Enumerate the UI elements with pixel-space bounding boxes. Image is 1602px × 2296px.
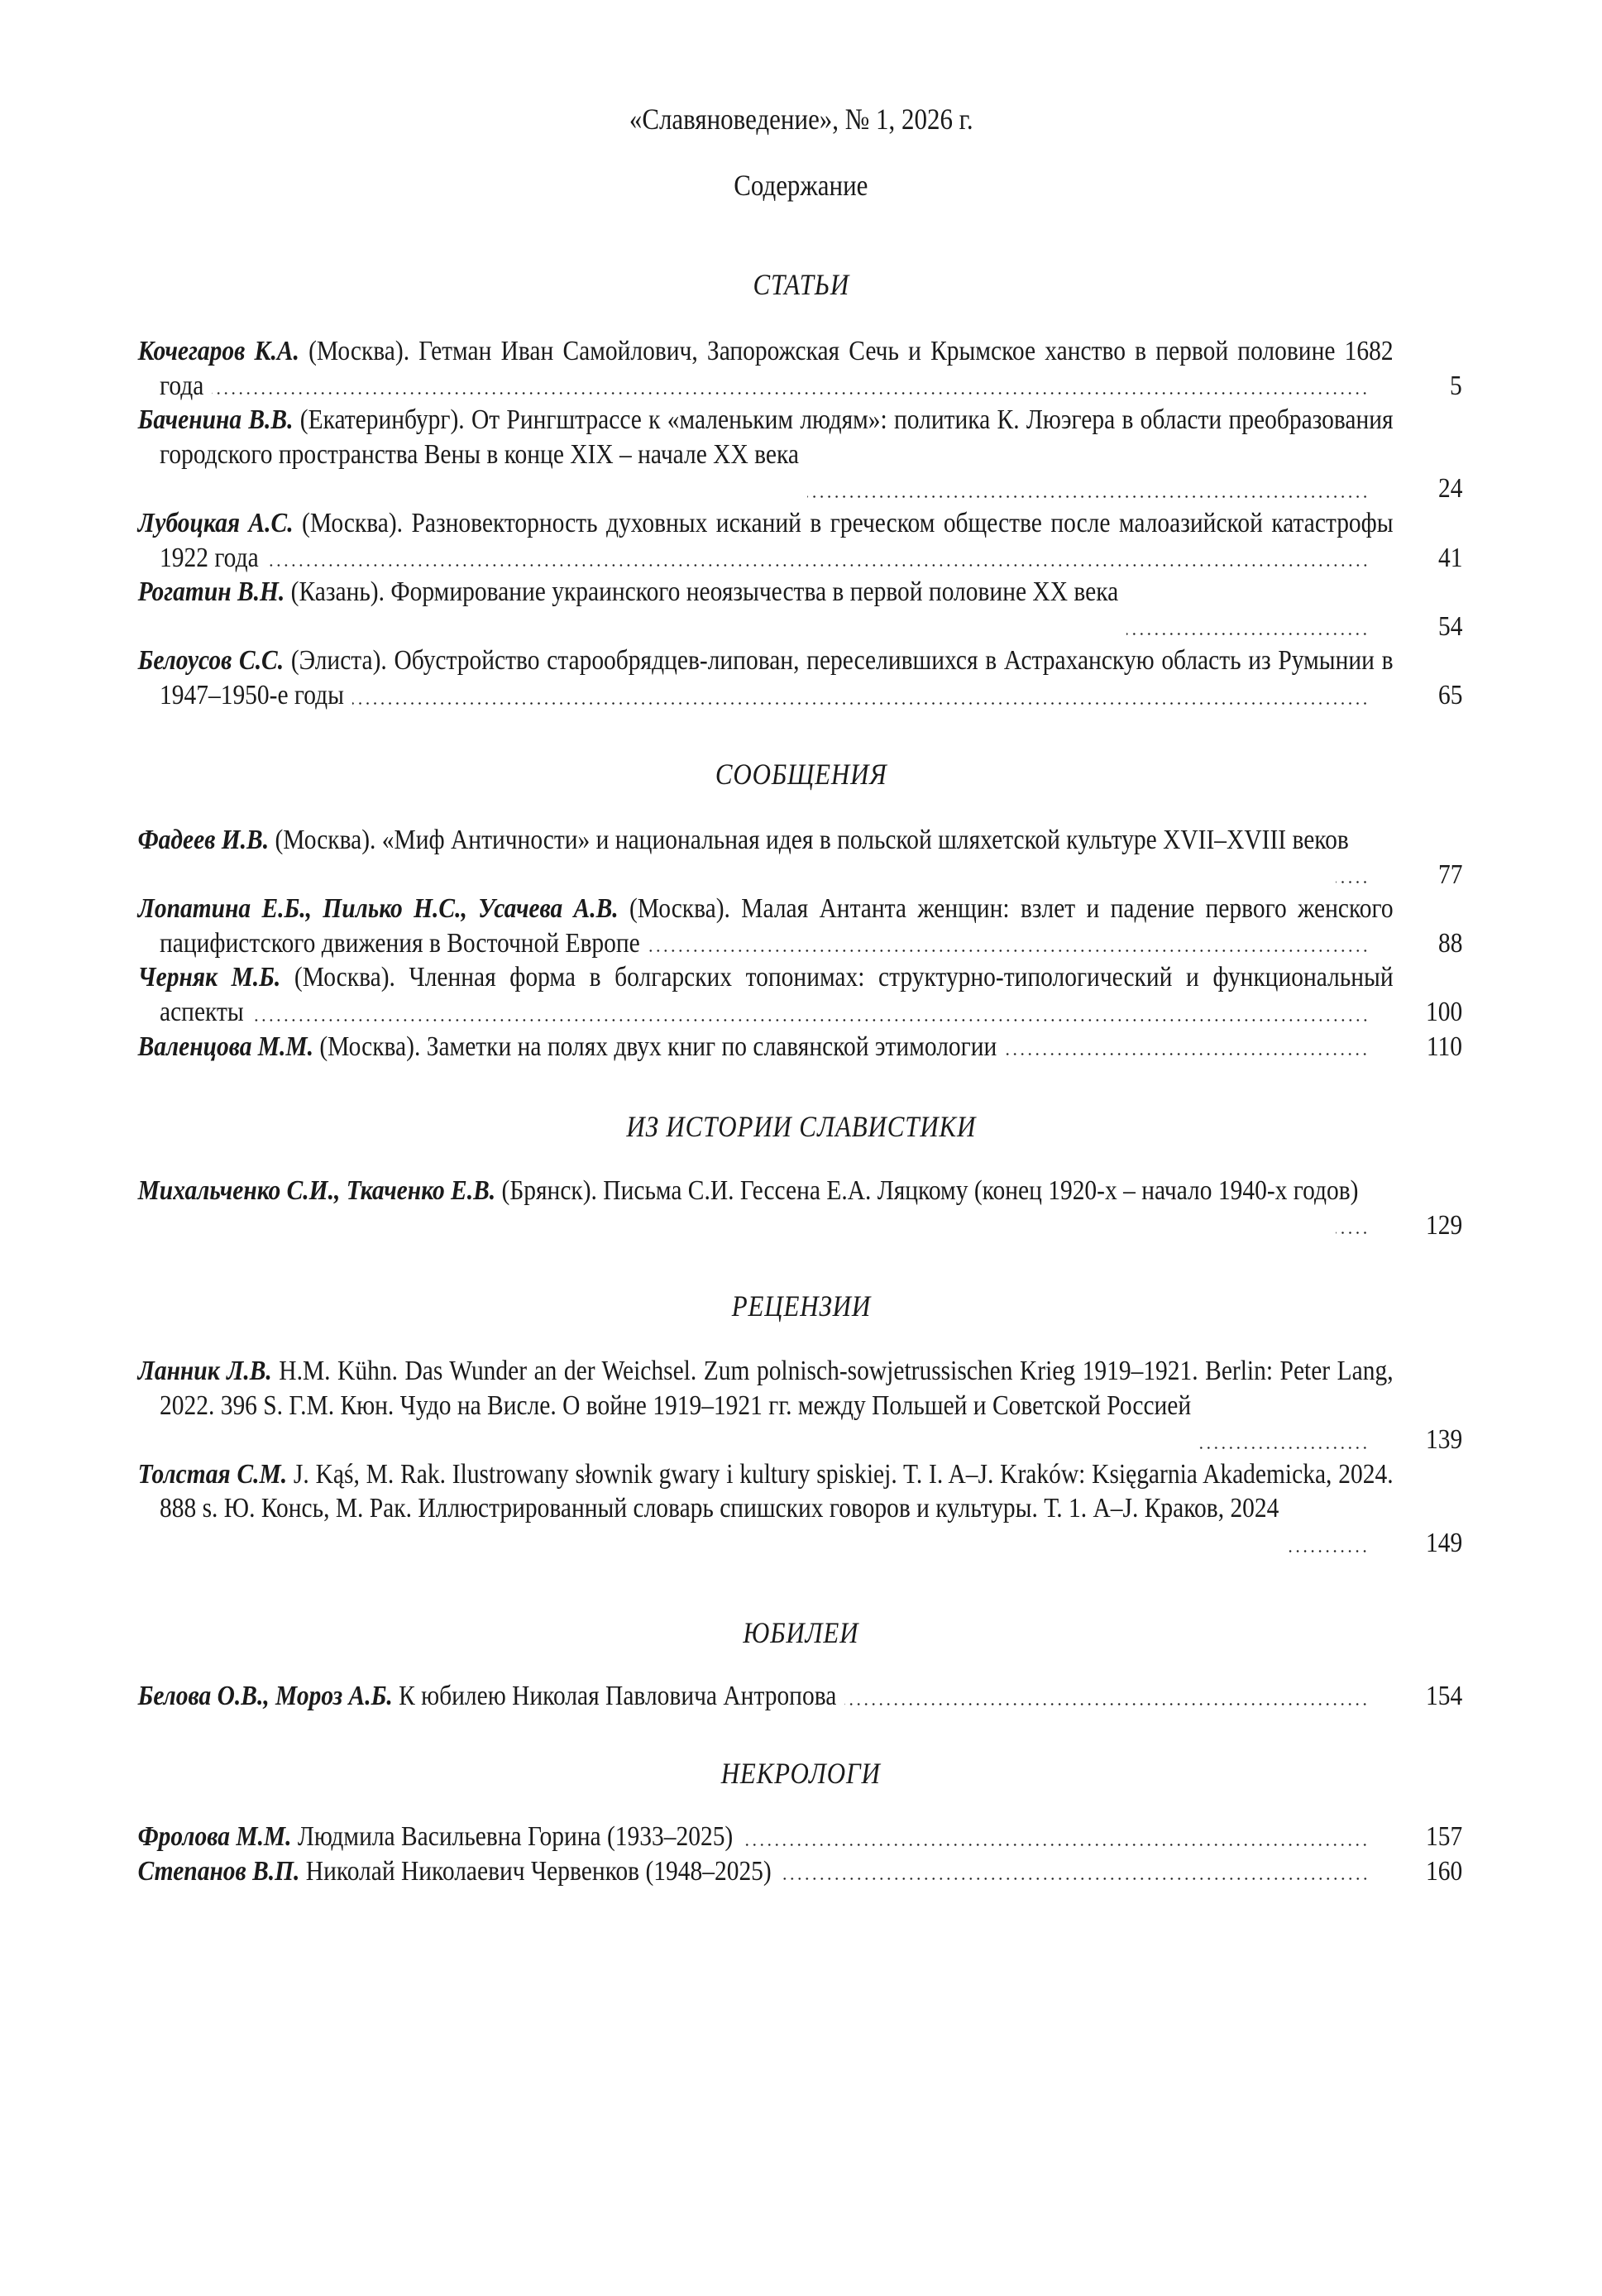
- dot-leader: [1126, 633, 1369, 635]
- entry-author: Белова О.В., Мороз А.Б.: [137, 1681, 393, 1711]
- entry-author: Фадеев И.В.: [137, 825, 270, 855]
- entry-page: 41: [1437, 542, 1462, 573]
- dot-leader: [844, 1703, 1369, 1705]
- entry-title: Николай Николаевич Червенков (1948–2025): [299, 1855, 772, 1887]
- entry-author: Фролова М.М.: [137, 1821, 292, 1852]
- section-heading-anniversaries: [0, 1614, 1602, 1651]
- entry-page: 139: [1425, 1424, 1462, 1456]
- entry-page: 88: [1437, 927, 1462, 959]
- toc-entry[interactable]: [135, 506, 1462, 575]
- entry-title: (Брянск). Письма С.И. Гессена Е.А. Ляцкому (конец 1920-х – начало 1940-х годов): [495, 1175, 1359, 1206]
- entry-page: 100: [1425, 996, 1462, 1027]
- entry-author: Лубоцкая А.С.: [137, 507, 294, 538]
- contents-title-text: Содержание: [734, 169, 868, 202]
- dot-leader: [807, 495, 1369, 498]
- section-anniversaries: [135, 1679, 1462, 1714]
- entry-author: Михальченко С.И., Ткаченко Е.В.: [137, 1175, 496, 1206]
- entry-title: (Москва). Разновекторность духовных исканий в греческом обществе после малоазийской катастрофы 1922 года: [160, 507, 1394, 573]
- journal-title-text: «Славяноведение», № 1, 2026 г.: [629, 103, 973, 136]
- toc-entry[interactable]: [135, 643, 1462, 712]
- dot-leader: [1336, 881, 1369, 883]
- entry-page: 110: [1426, 1031, 1462, 1062]
- entry-text: [135, 1174, 1394, 1242]
- toc-entry[interactable]: [135, 1354, 1462, 1457]
- toc-entry[interactable]: [135, 892, 1462, 960]
- section-heading-text: СТАТЬИ: [753, 268, 849, 301]
- entry-text: [135, 1854, 1394, 1889]
- section-heading-history: [0, 1108, 1602, 1145]
- entry-title: К юбилею Николая Павловича Антропова: [392, 1681, 837, 1711]
- entry-author: Черняк М.Б.: [137, 962, 281, 993]
- entry-page: 77: [1437, 859, 1462, 890]
- dot-leader: [252, 1019, 1369, 1021]
- section-heading-articles: [0, 266, 1602, 303]
- section-articles: [135, 334, 1462, 713]
- entry-author: Ланник Л.В.: [137, 1356, 272, 1386]
- section-heading-text: НЕКРОЛОГИ: [721, 1757, 881, 1790]
- section-reviews: [135, 1354, 1462, 1561]
- entry-author: Рогатин В.Н.: [137, 576, 285, 608]
- dot-leader: [1287, 1550, 1369, 1552]
- entry-author: Лопатина Е.Б., Пилько Н.С., Усачева А.В.: [137, 893, 619, 925]
- entry-title: H.M. Kühn. Das Wunder an der Weichsel. Zum polnisch-sowjetrussischen Krieg 1919–1921. Berlin: Peter Lang, 2022. 396 S. Г.М. Кюн. Чудо на Висле. О войне 1919–1921 гг. между Польшей и Советской Россией: [160, 1356, 1394, 1421]
- entry-title: (Москва). Заметки на полях двух книг по славянской этимологии: [313, 1031, 997, 1062]
- section-reports: [135, 823, 1462, 1064]
- toc-entry[interactable]: [135, 1820, 1462, 1854]
- entry-title: Людмила Васильевна Горина (1933–2025): [291, 1821, 734, 1852]
- toc-entry[interactable]: [135, 1457, 1462, 1561]
- entry-title: (Москва). Гетман Иван Самойлович, Запорожская Сечь и Крымское ханство в первой половине 1682 года: [160, 336, 1394, 401]
- entry-page: 160: [1425, 1855, 1462, 1887]
- entry-title: (Москва). Малая Антанта женщин: взлет и падение первого женского пацифистского движения в Восточной Европе: [160, 893, 1394, 959]
- entry-page: 149: [1425, 1528, 1462, 1558]
- toc-entry[interactable]: [135, 1030, 1462, 1064]
- entry-author: Толстая С.М.: [137, 1458, 288, 1490]
- section-heading-reports: [0, 756, 1602, 792]
- entry-text: [135, 1679, 1394, 1714]
- entry-text: [135, 1820, 1394, 1854]
- entry-page: 157: [1425, 1821, 1462, 1852]
- entry-title: (Казань). Формирование украинского неоязычества в первой половине XX века: [285, 576, 1119, 608]
- entry-page: 54: [1437, 610, 1462, 642]
- dot-leader: [267, 564, 1369, 567]
- toc-entry[interactable]: [135, 575, 1462, 643]
- entry-page: 65: [1437, 679, 1462, 710]
- dot-leader: [352, 702, 1369, 705]
- toc-entry[interactable]: [135, 823, 1462, 892]
- entry-text: [135, 1354, 1394, 1457]
- section-heading-text: РЕЦЕНЗИИ: [731, 1289, 871, 1323]
- entry-text: [135, 1457, 1394, 1561]
- dot-leader: [212, 392, 1369, 395]
- section-heading-reviews: [0, 1288, 1602, 1324]
- entry-text: [135, 403, 1394, 506]
- entry-author: Валенцова М.М.: [137, 1031, 313, 1062]
- toc-entry[interactable]: [135, 1854, 1462, 1889]
- section-obituaries: [135, 1820, 1462, 1888]
- toc-entry[interactable]: [135, 960, 1462, 1029]
- dot-leader: [741, 1844, 1369, 1846]
- section-heading-text: ИЗ ИСТОРИИ СЛАВИСТИКИ: [626, 1110, 976, 1143]
- toc-entry[interactable]: [135, 403, 1462, 506]
- section-heading-text: СООБЩЕНИЯ: [715, 758, 887, 791]
- section-heading-text: ЮБИЛЕИ: [743, 1616, 859, 1649]
- entry-author: Белоусов С.С.: [137, 645, 285, 677]
- entry-text: [135, 823, 1394, 892]
- toc-entry[interactable]: [135, 334, 1462, 403]
- entry-author: Кочегаров К.А.: [137, 336, 299, 366]
- entry-text: [135, 1030, 1394, 1064]
- dot-leader: [1336, 1232, 1369, 1234]
- dot-leader: [648, 949, 1369, 952]
- toc-entry[interactable]: [135, 1679, 1462, 1714]
- dot-leader: [780, 1877, 1369, 1880]
- section-heading-obituaries: [0, 1755, 1602, 1791]
- entry-page: 24: [1437, 473, 1462, 505]
- dot-leader: [1199, 1447, 1369, 1449]
- entry-page: 129: [1425, 1209, 1462, 1241]
- entry-title: (Екатеринбург). От Рингштрассе к «маленьким людям»: политика К. Люэгера в области преобразования городского пространства Вены в конце XIX – начале XX века: [160, 404, 1394, 470]
- entry-author: Баченина В.В.: [137, 404, 294, 436]
- entry-page: 5: [1450, 370, 1462, 401]
- entry-title: (Элиста). Обустройство старообрядцев-липован, переселившихся в Астраханскую область из Румынии в 1947–1950-е годы: [160, 645, 1394, 710]
- entry-title: J. Kąś, M. Rak. Ilustrowany słownik gwary i kultury spiskiej. T. I. A–J. Kraków: Księgarnia Akademicka, 2024. 888 s. Ю. Консь, М. Рак. Иллюстрированный словарь спишских говоров и культуры. Т. 1. A–J. Краков, 2024: [160, 1458, 1394, 1524]
- dot-leader: [1005, 1053, 1369, 1055]
- entry-title: (Москва). Членная форма в болгарских топонимах: структурно-типологический и функциональный аспекты: [160, 962, 1394, 1027]
- entry-title: (Москва). «Миф Античности» и национальная идея в польской шляхетской культуре XVII–XVIII веков: [269, 825, 1349, 855]
- toc-entry[interactable]: [135, 1174, 1462, 1242]
- entry-author: Степанов В.П.: [137, 1855, 300, 1887]
- entry-page: 154: [1425, 1681, 1462, 1711]
- contents-title: [0, 167, 1602, 203]
- journal-title: [0, 101, 1602, 137]
- section-history: [135, 1174, 1462, 1242]
